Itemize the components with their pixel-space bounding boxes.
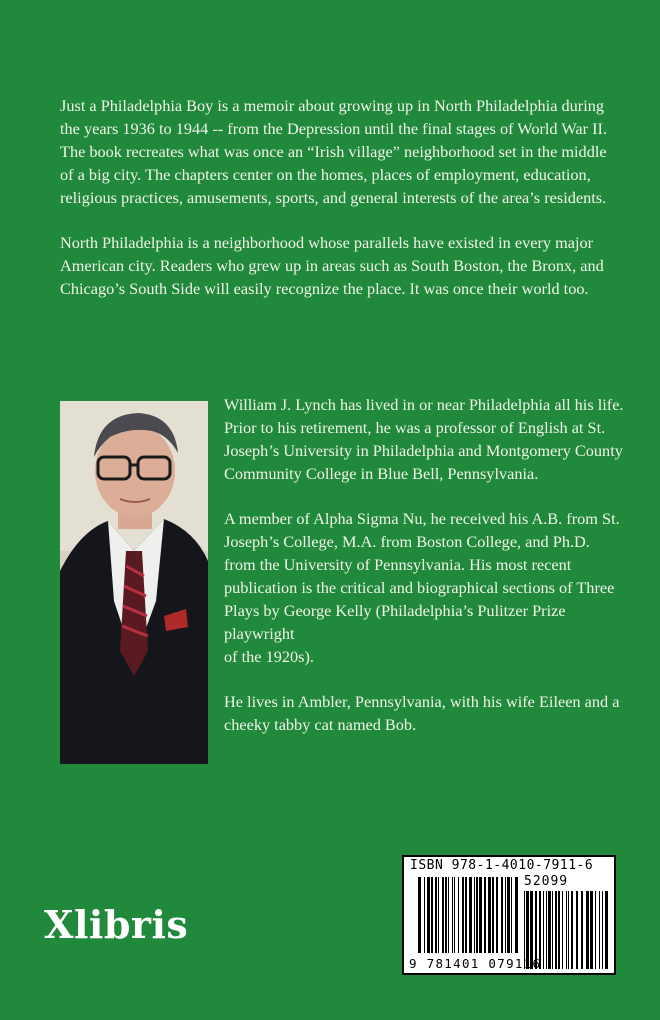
barcode-bar	[492, 877, 494, 953]
barcode-bar	[479, 877, 482, 953]
barcode-bar	[496, 877, 498, 953]
barcode-bar	[474, 877, 475, 953]
author-bio	[224, 393, 624, 758]
barcode-bar	[465, 877, 467, 953]
barcode-bar	[476, 877, 478, 953]
isbn-label: ISBN 978-1-4010-7911-6	[410, 858, 594, 873]
barcode-bar	[462, 877, 464, 953]
barcode-bar	[454, 877, 455, 953]
barcode-addon: 52099	[524, 874, 569, 889]
bio-paragraph-1: William J. Lynch has lived in or near Philadelphia all his life. Prior to his retirement, he was a professor of English at St. Joseph’s University in Philadelphia and Montgomery County Community College in Blue Bell, Pennsylvania.	[224, 395, 624, 483]
publisher-logo: Xlibris	[44, 902, 189, 947]
barcode-bar	[448, 877, 449, 953]
barcode-bar	[445, 877, 447, 953]
barcode-bar	[418, 877, 421, 953]
bio-paragraph-2: A member of Alpha Sigma Nu, he received his A.B. from St. Joseph’s College, M.A. from Boston College, and Ph.D. from the University of Pennsylvania. His most recent publication is the critical and biographical sections of Three Plays by George Kelly (Philadelphia’s Pulitzer Prize playwright	[224, 509, 620, 643]
blurb-paragraph-1: Just a Philadelphia Boy is a memoir about growing up in North Philadelphia during the years 1936 to 1944 -- from the Depression until the final stages of World War II. The book recreates what was once an “Irish village” neighborhood set in the middle of a big city. The chapters center on the homes, places of employment, education, religious practices, amusements, sports, and general interests of the area’s residents.	[60, 96, 608, 207]
barcode-bar	[458, 877, 459, 953]
barcode-bar	[431, 877, 433, 953]
barcode-bar	[424, 877, 425, 953]
barcode-bar	[501, 877, 503, 953]
book-blurb	[60, 94, 620, 322]
barcode-bar	[505, 877, 506, 953]
blurb-paragraph-2: North Philadelphia is a neighborhood whose parallels have existed in every major American city. Readers who grew up in areas such as South Boston, the Bronx, and Chicago’s South Side will easily recognize the place. It was once their world too.	[60, 233, 604, 298]
bio-paragraph-2-continued: of the 1920s).	[224, 647, 314, 666]
barcode-bar	[435, 877, 437, 953]
barcode-bar	[469, 877, 472, 953]
barcode-bar	[507, 877, 510, 953]
bio-paragraph-3: He lives in Ambler, Pennsylvania, with his wife Eileen and a cheeky tabby cat named Bob.	[224, 692, 620, 734]
barcode-bar	[515, 877, 518, 953]
barcode-bar	[452, 877, 453, 953]
barcode-digits: 9 781401 079116	[409, 956, 542, 971]
isbn-barcode	[402, 855, 616, 975]
barcode-bar	[484, 877, 486, 953]
author-photo	[60, 401, 208, 764]
barcode-bar	[427, 877, 430, 953]
barcode-bar	[438, 877, 439, 953]
barcode-bar	[511, 877, 512, 953]
barcode-bar	[442, 877, 444, 953]
barcode-bar	[488, 877, 491, 953]
